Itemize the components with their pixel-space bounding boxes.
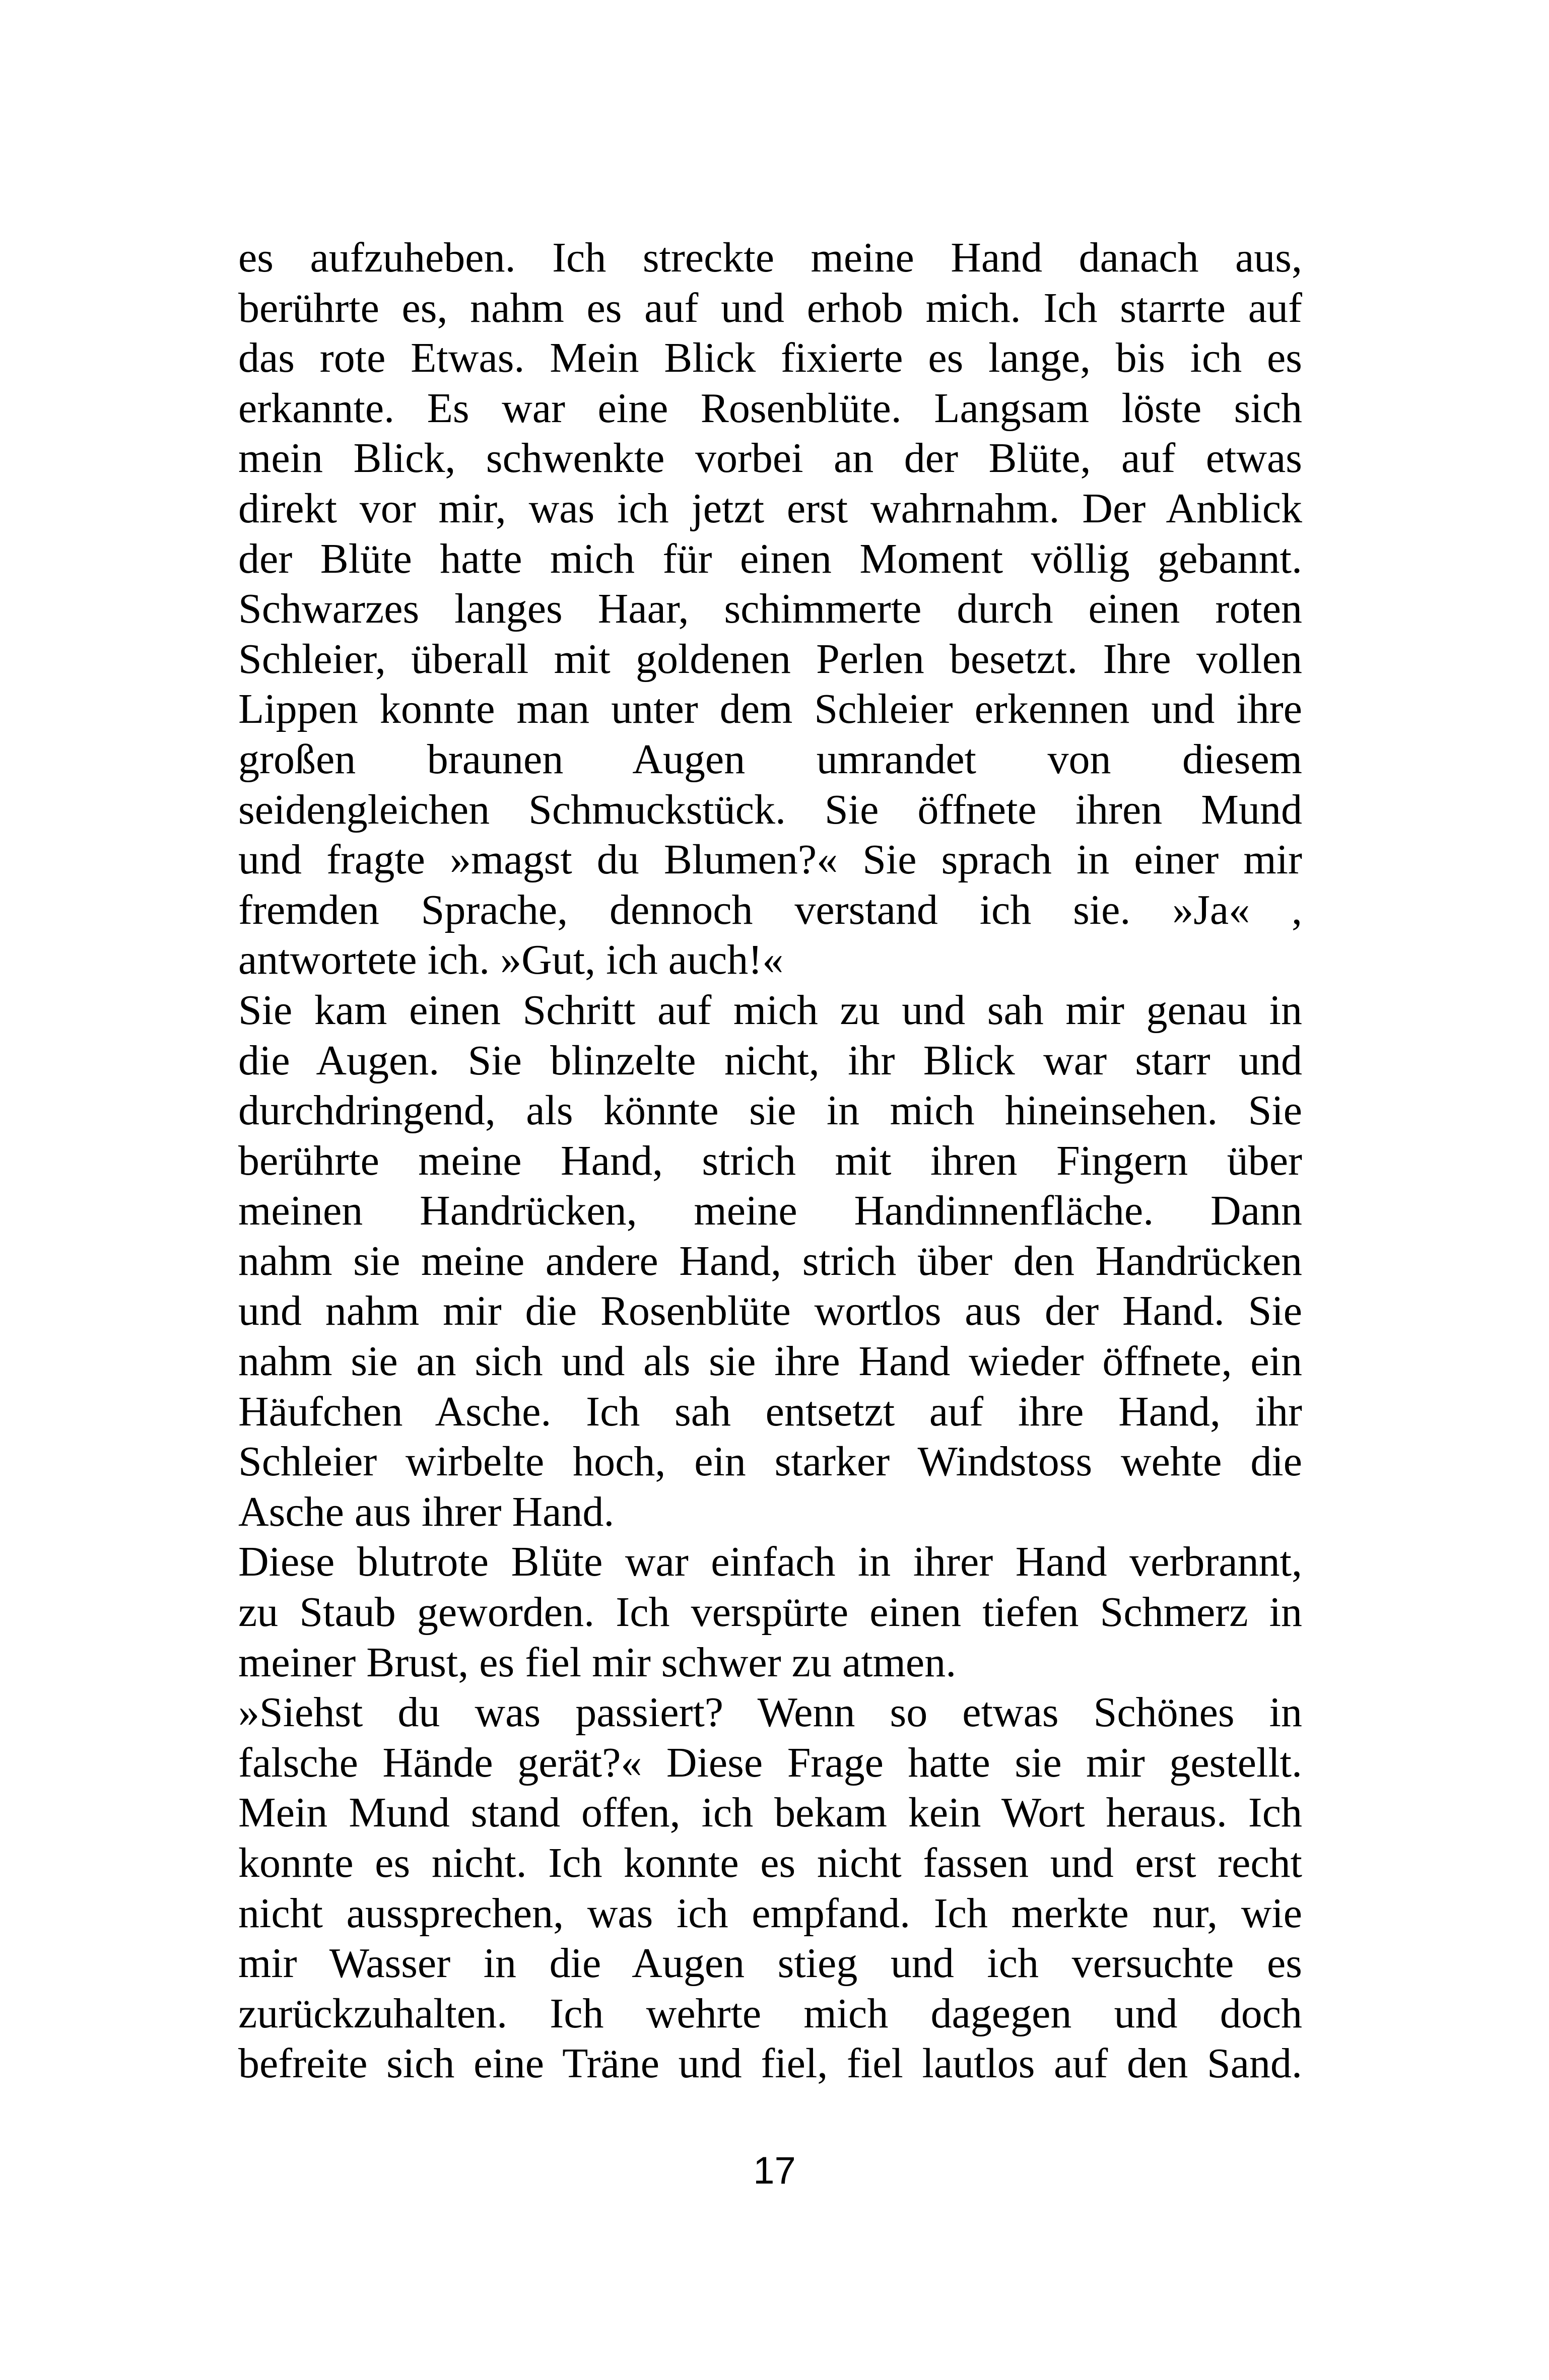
text-line: direkt vor mir, was ich jetzt erst wahrnahm. Der Anblick <box>238 485 1302 532</box>
text-line: befreite sich eine Träne und fiel, fiel lautlos auf den Sand. <box>238 2040 1302 2087</box>
text-line: berührte meine Hand, strich mit ihren Fingern über <box>238 1137 1302 1184</box>
text-line: nahm sie meine andere Hand, strich über den Handrücken <box>238 1237 1302 1284</box>
text-line: fremden Sprache, dennoch verstand ich sie. »Ja« , <box>238 886 1302 933</box>
text-line: Schwarzes langes Haar, schimmerte durch einen roten <box>238 585 1302 633</box>
text-line: mein Blick, schwenkte vorbei an der Blüte, auf etwas <box>238 435 1302 482</box>
text-line: meinen Handrücken, meine Handinnenfläche. Dann <box>238 1187 1302 1235</box>
text-line: es aufzuheben. Ich streckte meine Hand danach aus, <box>238 234 1302 281</box>
text-line: zurückzuhalten. Ich wehrte mich dagegen und doch <box>238 1990 1302 2037</box>
text-line: durchdringend, als könnte sie in mich hineinsehen. Sie <box>238 1087 1302 1134</box>
text-line: meiner Brust, es fiel mir schwer zu atmen. <box>238 1639 957 1686</box>
text-line: Schleier, überall mit goldenen Perlen besetzt. Ihre vollen <box>238 635 1302 683</box>
text-line: die Augen. Sie blinzelte nicht, ihr Blick war starr und <box>238 1037 1302 1084</box>
text-line: erkannte. Es war eine Rosenblüte. Langsam löste sich <box>238 384 1302 432</box>
text-line: mir Wasser in die Augen stieg und ich versuchte es <box>238 1940 1302 1987</box>
text-line: falsche Hände gerät?« Diese Frage hatte sie mir gestellt. <box>238 1739 1302 1786</box>
text-line: das rote Etwas. Mein Blick fixierte es lange, bis ich es <box>238 334 1302 382</box>
text-line: großen braunen Augen umrandet von diesem <box>238 735 1302 783</box>
text-line: seidengleichen Schmuckstück. Sie öffnete ihren Mund <box>238 786 1302 833</box>
text-line: Sie kam einen Schritt auf mich zu und sah mir genau in <box>238 986 1302 1034</box>
body-text <box>238 233 1302 2089</box>
text-line: Häufchen Asche. Ich sah entsetzt auf ihre Hand, ihr <box>238 1388 1302 1435</box>
text-line: konnte es nicht. Ich konnte es nicht fassen und erst recht <box>238 1840 1302 1886</box>
text-line: Mein Mund stand offen, ich bekam kein Wort heraus. Ich <box>238 1789 1302 1837</box>
text-line: »Siehst du was passiert? Wenn so etwas Schönes in <box>238 1689 1302 1736</box>
page-number: 17 <box>753 2149 796 2192</box>
text-line: antwortete ich. »Gut, ich auch!« <box>238 936 784 984</box>
text-line: Lippen konnte man unter dem Schleier erkennen und ihre <box>238 686 1302 733</box>
text-line: nicht aussprechen, was ich empfand. Ich merkte nur, wie <box>238 1889 1302 1937</box>
text-line: zu Staub geworden. Ich verspürte einen tiefen Schmerz in <box>238 1589 1302 1636</box>
text-line: nahm sie an sich und als sie ihre Hand wieder öffnete, ein <box>238 1338 1302 1385</box>
text-line: berührte es, nahm es auf und erhob mich. Ich starrte auf <box>238 284 1302 331</box>
text-line: Diese blutrote Blüte war einfach in ihrer Hand verbrannt, <box>238 1538 1302 1586</box>
text-line: der Blüte hatte mich für einen Moment völlig gebannt. <box>238 535 1302 582</box>
text-line: und nahm mir die Rosenblüte wortlos aus der Hand. Sie <box>238 1287 1302 1335</box>
text-line: Schleier wirbelte hoch, ein starker Windstoss wehte die <box>238 1438 1302 1485</box>
text-line: und fragte »magst du Blumen?« Sie sprach in einer mir <box>238 836 1302 883</box>
text-line: Asche aus ihrer Hand. <box>238 1488 615 1535</box>
